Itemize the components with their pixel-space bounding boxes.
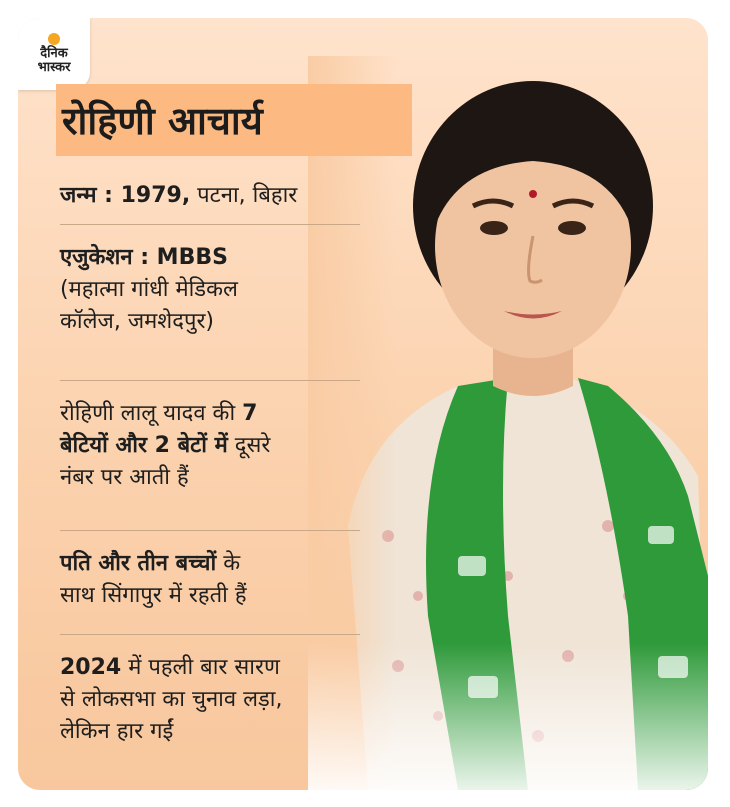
education-label: एजुकेशन : MBBS (60, 245, 228, 270)
siblings-info (60, 398, 360, 494)
sun-icon (48, 33, 60, 45)
birth-info (60, 180, 360, 212)
election-info (60, 652, 360, 748)
birth-value: पटना, बिहार (190, 183, 298, 208)
divider-1 (60, 224, 360, 225)
election-text-d: लेकिन हार गईं (60, 719, 174, 744)
family-text-a: पति और तीन बच्चों (60, 551, 217, 576)
brand-logo (18, 18, 90, 90)
election-year: 2024 (60, 655, 122, 680)
divider-4 (60, 634, 360, 635)
birth-label: जन्म : 1979, (60, 183, 191, 208)
education-line3: कॉलेज, जमशेदपुर) (60, 309, 215, 334)
education-info (60, 242, 360, 338)
election-text-c: से लोकसभा का चुनाव लड़ा, (60, 687, 283, 712)
page-title: रोहिणी आचार्य (62, 99, 263, 143)
brand-line2: भास्कर (37, 60, 71, 75)
siblings-count: 7 (242, 401, 258, 426)
family-text-c: साथ सिंगापुर में रहती हैं (60, 583, 247, 608)
siblings-text-d: दूसरे (227, 433, 271, 458)
education-line2: (महात्मा गांधी मेडिकल (60, 277, 238, 302)
siblings-text-e: नंबर पर आती हैं (60, 465, 189, 490)
divider-2 (60, 380, 360, 381)
portrait-illustration (308, 56, 708, 790)
family-info (60, 548, 360, 612)
siblings-text-a: रोहिणी लालू यादव की (60, 401, 243, 426)
divider-3 (60, 530, 360, 531)
brand-line1: दैनिक (40, 46, 68, 61)
siblings-text-c: बेटियों और 2 बेटों में (60, 433, 228, 458)
family-text-b: के (216, 551, 241, 576)
election-text-b: में पहली बार सारण (121, 655, 280, 680)
info-card (18, 18, 708, 790)
